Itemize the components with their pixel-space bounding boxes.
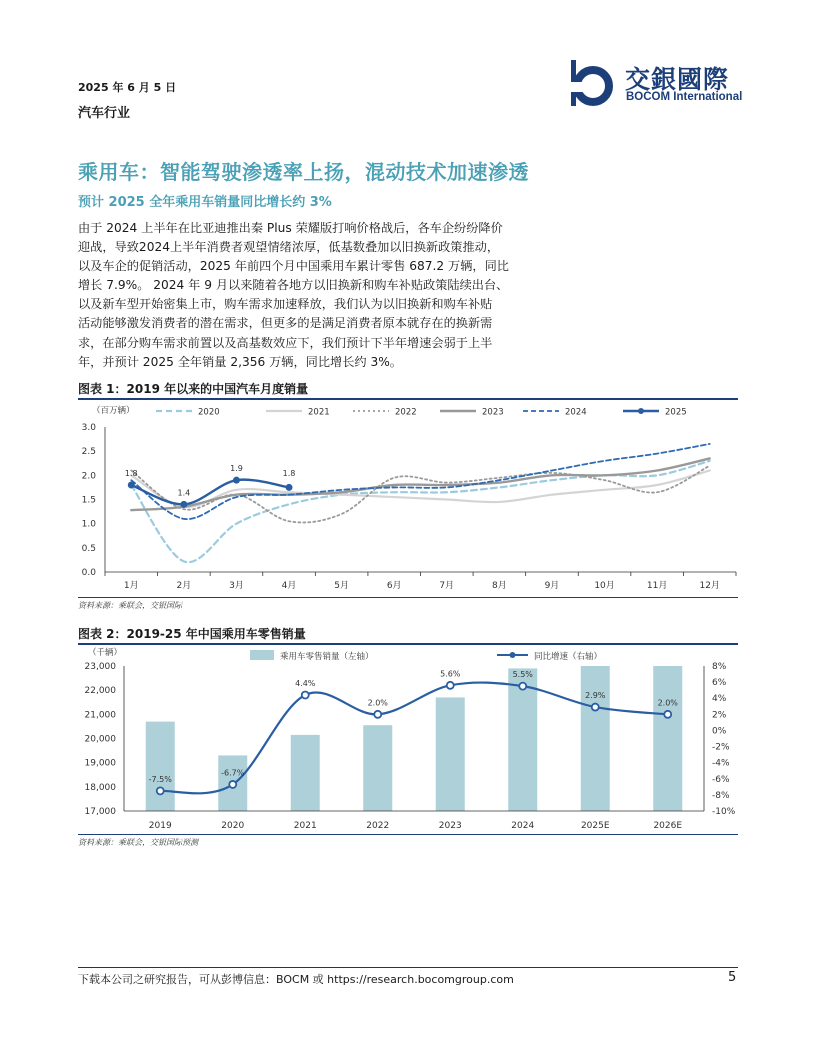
x-tick-label: 2023 — [438, 821, 462, 831]
y-right-tick-label: 6% — [712, 678, 727, 689]
legend-item-2024 — [523, 408, 587, 418]
bar-2022 — [363, 725, 392, 811]
legend-item-2022 — [353, 408, 417, 418]
report-date: 2025 年 6 月 5 日 — [78, 81, 177, 94]
logo-english: BOCOM International — [626, 91, 743, 103]
legend-swatch — [250, 650, 274, 660]
x-tick-label: 8月 — [492, 581, 507, 591]
legend-marker — [638, 408, 644, 414]
point-2025 — [233, 477, 240, 484]
point-2025 — [286, 484, 293, 491]
growth-point-2019 — [157, 787, 164, 794]
y-tick-label: 0.0 — [81, 568, 96, 578]
y-tick-label: 2.0 — [81, 471, 96, 482]
section-subtitle: 预计 2025 全年乘用车销量同比增长约 3% — [78, 195, 332, 210]
legend-label: 2022 — [395, 407, 417, 418]
x-tick-label: 10月 — [594, 581, 615, 591]
x-tick-label: 11月 — [646, 581, 668, 591]
x-tick-label: 4月 — [281, 581, 297, 591]
y-left-tick-label: 18,000 — [84, 782, 116, 793]
legend-label: 2021 — [308, 407, 330, 418]
x-tick-label: 5月 — [334, 581, 349, 591]
figure2-bottom-rule — [78, 834, 738, 835]
paragraph-line: 求，在部分购车需求前置以及高基数效应下，我们预计下半年增速会弱于上半 — [78, 335, 493, 350]
paragraph-line: 以及新车型开始密集上市，购车需求加速释放，我们认为以旧换新和购车补贴 — [78, 297, 493, 312]
y-tick-label: 1.5 — [81, 495, 96, 506]
legend-item-growth — [497, 651, 602, 662]
growth-label: -6.7% — [221, 768, 245, 778]
y-left-tick-label: 22,000 — [84, 686, 116, 697]
growth-point-2024 — [519, 683, 526, 690]
y-left-tick-label: 17,000 — [84, 807, 116, 817]
x-tick-label: 2026E — [653, 821, 683, 831]
legend-label: 同比增速（右轴） — [534, 652, 603, 662]
legend-item-bars — [250, 650, 374, 662]
growth-point-2020 — [229, 781, 236, 788]
x-tick-label: 2022 — [366, 821, 390, 831]
page-number: 5 — [728, 970, 737, 985]
x-tick-label: 2020 — [221, 821, 245, 831]
growth-label: 5.5% — [512, 670, 533, 680]
data-label: 1.8 — [282, 469, 296, 478]
bar-2026E — [653, 645, 682, 811]
x-tick-label: 9月 — [544, 581, 560, 591]
series-line-2020 — [131, 461, 709, 562]
data-label: 1.9 — [230, 464, 243, 474]
legend-label: 2020 — [198, 407, 220, 418]
y-right-tick-label: 0% — [712, 726, 727, 737]
figure2-title: 图表 2：2019-25 年中国乘用车零售销量 — [78, 627, 306, 641]
x-tick-label: 2月 — [176, 581, 192, 591]
series-line-2023 — [131, 458, 709, 510]
y-right-tick-label: -4% — [712, 758, 730, 769]
bar-2025E — [581, 652, 610, 812]
paragraph-line: 活动能够激发消费者的潜在需求，但更多的是满足消费者原本就存在的换新需 — [78, 316, 493, 331]
body-paragraph — [78, 219, 565, 372]
legend-item-2025 — [623, 408, 687, 418]
x-tick-label: 2025E — [580, 821, 610, 831]
growth-label: 2.0% — [367, 698, 388, 708]
y-right-tick-label: -8% — [712, 790, 730, 801]
paragraph-line: 年，并预计 2025 全年销量 2,356 万辆，同比增长约 3%。 — [78, 354, 402, 369]
series-line-2024 — [131, 444, 709, 519]
y-right-tick-label: -10% — [712, 807, 736, 817]
growth-point-2021 — [302, 692, 309, 699]
x-tick-label: 7月 — [439, 581, 455, 591]
y-right-tick-label: -2% — [712, 742, 730, 753]
x-tick-label: 2019 — [148, 821, 172, 831]
growth-label: 5.6% — [440, 669, 461, 679]
legend-item-2021 — [266, 408, 330, 418]
y-left-tick-label: 21,000 — [84, 710, 116, 721]
section-title: 乘用车：智能驾驶渗透率上扬，混动技术加速渗透 — [78, 160, 529, 184]
paragraph-line: 增长 7.9%。 2024 年 9 月以来随着各地方以旧换新和购车补贴政策陆续出台、 — [78, 278, 509, 293]
footer-rule — [78, 967, 738, 968]
legend-marker — [510, 652, 516, 658]
y-tick-label: 0.5 — [81, 543, 96, 554]
growth-label: 4.4% — [295, 679, 316, 688]
figure1-chart — [78, 400, 740, 596]
growth-point-2023 — [447, 682, 454, 689]
legend-label: 乘用车零售销量（左轴） — [280, 652, 374, 662]
point-2025 — [128, 482, 135, 489]
paragraph-line: 迎战，导致2024上半年消费者观望情绪浓厚，低基数叠加以旧换新政策推动， — [78, 240, 500, 255]
figure1-bottom-rule — [78, 597, 738, 598]
logo-chinese: 交銀國際 — [625, 65, 730, 94]
y-right-tick-label: -6% — [712, 774, 730, 785]
legend-label: 2024 — [565, 407, 587, 418]
bocom-logo-icon — [568, 58, 628, 110]
legend-item-2023 — [440, 408, 504, 418]
paragraph-line: 以及车企的促销活动，2025 年前四个月中国乘用车累计零售 687.2 万辆，同比 — [78, 259, 509, 274]
y-left-tick-label: 23,000 — [84, 662, 116, 672]
growth-label: 2.0% — [657, 698, 678, 708]
x-tick-label: 3月 — [229, 581, 244, 591]
growth-point-2026E — [664, 711, 671, 718]
x-tick-label: 2021 — [293, 821, 317, 831]
figure1-source: 资料来源：乘联会，交银国际 — [78, 601, 182, 610]
x-tick-label: 12月 — [699, 581, 720, 591]
legend-label: 2023 — [482, 407, 504, 418]
growth-label: 2.9% — [585, 691, 606, 701]
figure2-chart — [78, 645, 740, 833]
x-tick-label: 6月 — [386, 581, 402, 591]
x-tick-label: 2024 — [511, 821, 535, 831]
data-label: 1.8 — [124, 469, 138, 478]
growth-point-2022 — [374, 711, 381, 718]
y-axis-unit: （百万辆） — [92, 406, 135, 416]
y-tick-label: 1.0 — [81, 519, 96, 530]
industry-label: 汽车行业 — [78, 106, 131, 121]
bar-2021 — [291, 735, 320, 811]
legend-item-2020 — [156, 408, 220, 418]
y-tick-label: 3.0 — [81, 423, 96, 433]
y-left-tick-label: 19,000 — [84, 758, 116, 769]
y-right-tick-label: 8% — [712, 662, 727, 672]
x-tick-label: 1月 — [123, 581, 139, 591]
y-tick-label: 2.5 — [81, 447, 96, 458]
bar-2023 — [436, 697, 465, 811]
bar-2019 — [146, 722, 175, 811]
y-right-tick-label: 2% — [712, 710, 727, 721]
footer-text: 下载本公司之研究报告，可从彭博信息：BOCM 或 https://research.bocomgroup.com — [78, 973, 514, 986]
data-label: 1.4 — [177, 488, 191, 498]
legend-label: 2025 — [665, 407, 687, 418]
y-right-tick-label: 4% — [712, 694, 727, 705]
growth-label: -7.5% — [148, 774, 172, 784]
y-left-tick-label: 20,000 — [84, 734, 116, 745]
point-2025 — [180, 501, 187, 508]
growth-point-2025E — [592, 704, 599, 711]
y-axis-unit: （千辆） — [88, 648, 123, 658]
figure1-title: 图表 1：2019 年以来的中国汽车月度销量 — [78, 382, 309, 396]
paragraph-line: 由于 2024 上半年在比亚迪推出秦 Plus 荣耀版打响价格战后，各车企纷纷降价 — [78, 221, 503, 235]
figure2-source: 资料来源：乘联会，交银国际预测 — [78, 838, 198, 847]
